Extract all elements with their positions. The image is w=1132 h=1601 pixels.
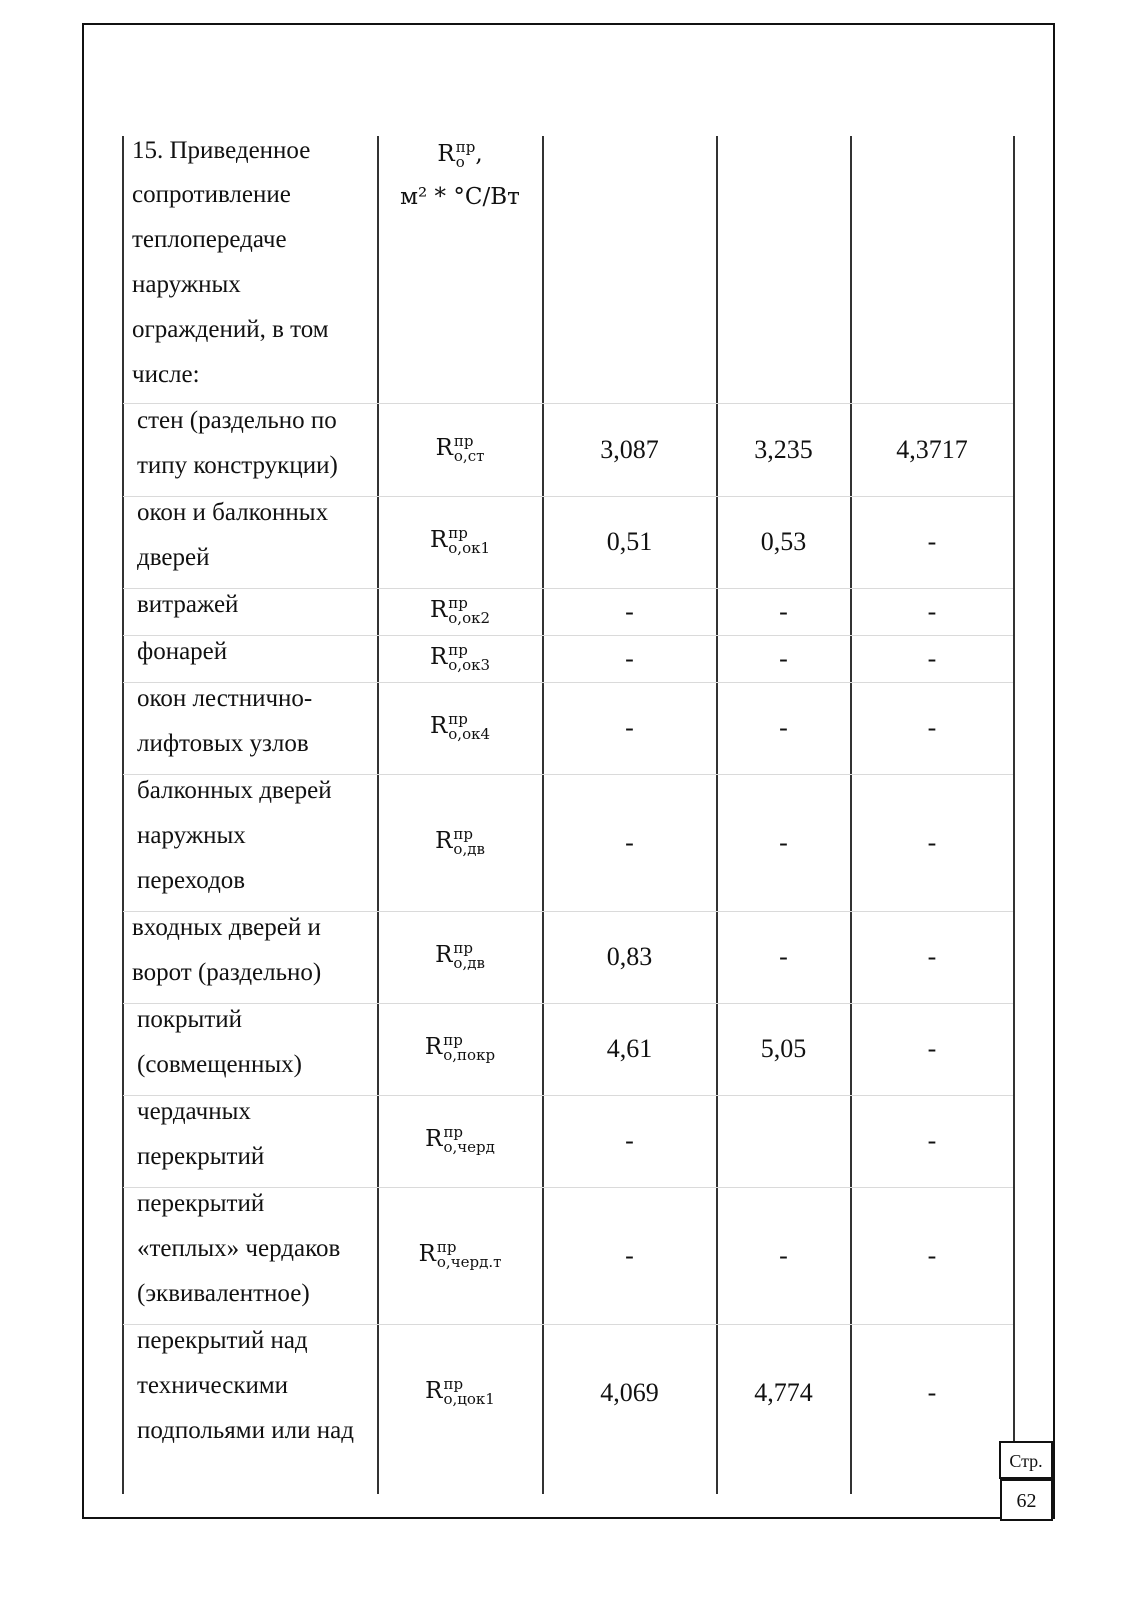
symbol-base: R xyxy=(429,643,448,670)
symbol-superscript: пр xyxy=(448,710,468,728)
symbol-superscript: пр xyxy=(443,1031,463,1049)
symbol-base: R xyxy=(424,1034,443,1060)
value-cell-v1: - xyxy=(625,596,634,626)
row-name-line: 15. Приведенное xyxy=(132,137,311,164)
value-cell-v2: - xyxy=(779,643,788,673)
value-cell-v1: 0,51 xyxy=(606,527,653,556)
row-name-line: «теплых» чердаков xyxy=(137,1235,341,1262)
value-cell-v3: - xyxy=(927,1034,937,1063)
row-symbol xyxy=(378,1125,542,1155)
symbol-base: R xyxy=(429,713,448,739)
row-separator xyxy=(123,496,1013,497)
symbol-subscript: о,покр xyxy=(443,1046,496,1064)
symbol-base: R xyxy=(429,596,448,623)
row-name-line: входных дверей и xyxy=(132,914,321,941)
row-name-line: дверей xyxy=(137,544,210,571)
symbol-subscript: о xyxy=(455,153,465,171)
row-name-line: фонарей xyxy=(137,638,228,665)
value-cell-v1: - xyxy=(625,1126,634,1155)
value-cell-v1: 4,069 xyxy=(600,1377,659,1407)
row-name-line: ворот (раздельно) xyxy=(132,959,322,986)
symbol-superscript: пр xyxy=(453,824,474,843)
symbol-superscript: пр xyxy=(436,1237,457,1256)
symbol-base: R xyxy=(435,827,453,854)
value-cell-v2: 0,53 xyxy=(760,527,807,556)
row-symbol xyxy=(378,824,542,858)
symbol-superscript: пр xyxy=(443,1123,464,1141)
row-symbol xyxy=(378,1237,542,1271)
header-unit: м² * °С/Вт xyxy=(400,184,520,210)
row-separator xyxy=(123,1095,1013,1096)
value-cell-v1: - xyxy=(625,827,634,857)
row-separator xyxy=(123,1187,1013,1188)
row-symbol xyxy=(378,941,542,971)
column-divider-4 xyxy=(850,136,852,1494)
value-cell-v3: - xyxy=(927,1240,937,1270)
table-border-left xyxy=(122,136,124,1494)
symbol-subscript: о,цок1 xyxy=(443,1389,495,1408)
value-cell-v2: - xyxy=(779,596,788,626)
row-name-line: перекрытий xyxy=(137,1190,265,1217)
row-separator xyxy=(123,635,1013,636)
value-cell-v1: 4,61 xyxy=(606,1034,653,1063)
value-cell-v2: 5,05 xyxy=(760,1034,807,1063)
symbol-subscript: о,черд xyxy=(443,1138,495,1156)
row-separator xyxy=(123,1003,1013,1004)
value-cell-v3: - xyxy=(927,643,937,673)
symbol-superscript: пр xyxy=(448,593,468,612)
row-name-line: ограждений, в том xyxy=(132,316,329,343)
row-symbol xyxy=(378,1374,542,1408)
symbol-base: R xyxy=(435,942,453,968)
row-name-line: типу конструкции) xyxy=(137,452,338,479)
row-symbol xyxy=(378,712,542,742)
symbol-base: R xyxy=(437,141,455,167)
symbol-base: R xyxy=(425,1377,443,1404)
value-cell-v3: - xyxy=(927,1126,937,1155)
column-divider-1 xyxy=(377,136,379,1494)
row-name-line: числе: xyxy=(132,361,200,388)
value-cell-v1: - xyxy=(625,713,634,742)
row-separator xyxy=(123,682,1013,683)
row-separator xyxy=(123,588,1013,589)
symbol-superscript: пр xyxy=(455,138,476,156)
value-cell-v3: - xyxy=(927,942,937,971)
row-name-line: покрытий xyxy=(137,1006,243,1033)
row-name-line: перекрытий xyxy=(137,1143,265,1170)
symbol-base: R xyxy=(418,1240,436,1267)
symbol-superscript: пр xyxy=(448,524,468,542)
row-symbol xyxy=(378,1033,542,1063)
row-name-line: подпольями или над xyxy=(137,1417,354,1444)
page-number: 62 xyxy=(1000,1479,1053,1521)
value-cell-v1: 0,83 xyxy=(606,942,653,971)
row-separator xyxy=(123,774,1013,775)
row-name-line: переходов xyxy=(137,867,246,894)
value-cell-v3: - xyxy=(927,596,937,626)
row-name-line: стен (раздельно по xyxy=(137,407,337,434)
symbol-base: R xyxy=(435,435,453,461)
row-name-line: окон лестнично- xyxy=(137,685,313,712)
table-border-right xyxy=(1013,136,1015,1494)
symbol-suffix: , xyxy=(475,141,483,167)
symbol-subscript: о,дв xyxy=(453,954,485,972)
symbol-superscript: пр xyxy=(448,640,468,659)
row-symbol xyxy=(378,593,542,627)
row-name-line: теплопередаче xyxy=(132,226,287,253)
value-cell-v2: - xyxy=(779,827,788,857)
value-cell-v2: 4,774 xyxy=(754,1377,813,1407)
symbol-subscript: о,ок3 xyxy=(448,655,491,674)
value-cell-v2: - xyxy=(779,1240,788,1270)
symbol-subscript: о,ок4 xyxy=(448,725,491,743)
symbol-subscript: о,ст xyxy=(453,447,485,465)
symbol-superscript: пр xyxy=(453,432,474,450)
column-divider-3 xyxy=(716,136,718,1494)
row-separator xyxy=(123,911,1013,912)
row-name-line: наружных xyxy=(132,271,241,298)
row-separator xyxy=(123,1324,1013,1325)
symbol-subscript: о,черд.т xyxy=(436,1252,502,1271)
row-name-line: наружных xyxy=(137,822,246,849)
value-cell-v1: - xyxy=(625,1240,634,1270)
column-divider-2 xyxy=(542,136,544,1494)
value-cell-v3: - xyxy=(927,527,937,556)
symbol-superscript: пр xyxy=(453,939,474,957)
header-symbol xyxy=(378,140,542,170)
row-name-line: лифтовых узлов xyxy=(137,730,309,757)
value-cell-v2: - xyxy=(779,942,788,971)
symbol-subscript: о,дв xyxy=(453,839,485,858)
value-cell-v2: - xyxy=(779,713,788,742)
row-name-line: (совмещенных) xyxy=(137,1051,302,1078)
value-cell-v3: 4,3717 xyxy=(896,435,968,464)
value-cell-v3: - xyxy=(927,827,937,857)
row-name-line: сопротивление xyxy=(132,181,291,208)
row-symbol xyxy=(378,640,542,674)
value-cell-v3: - xyxy=(927,1377,937,1407)
page-number-label: Стр. xyxy=(999,1441,1053,1479)
symbol-base: R xyxy=(429,527,448,553)
row-name-line: (эквивалентное) xyxy=(137,1280,310,1307)
row-name-line: балконных дверей xyxy=(137,777,332,804)
symbol-superscript: пр xyxy=(443,1374,464,1393)
symbol-subscript: о,ок2 xyxy=(448,608,491,627)
row-name-line: перекрытий над xyxy=(137,1327,308,1354)
row-symbol xyxy=(378,434,542,464)
symbol-subscript: о,ок1 xyxy=(448,539,491,557)
value-cell-v1: 3,087 xyxy=(600,435,659,464)
row-symbol xyxy=(378,526,542,556)
row-name-line: витражей xyxy=(137,591,239,618)
value-cell-v3: - xyxy=(927,713,937,742)
symbol-base: R xyxy=(425,1126,443,1152)
value-cell-v1: - xyxy=(625,643,634,673)
row-name-line: чердачных xyxy=(137,1098,251,1125)
row-name-line: техническими xyxy=(137,1372,289,1399)
row-name-line: окон и балконных xyxy=(137,499,329,526)
value-cell-v2: 3,235 xyxy=(754,435,813,464)
